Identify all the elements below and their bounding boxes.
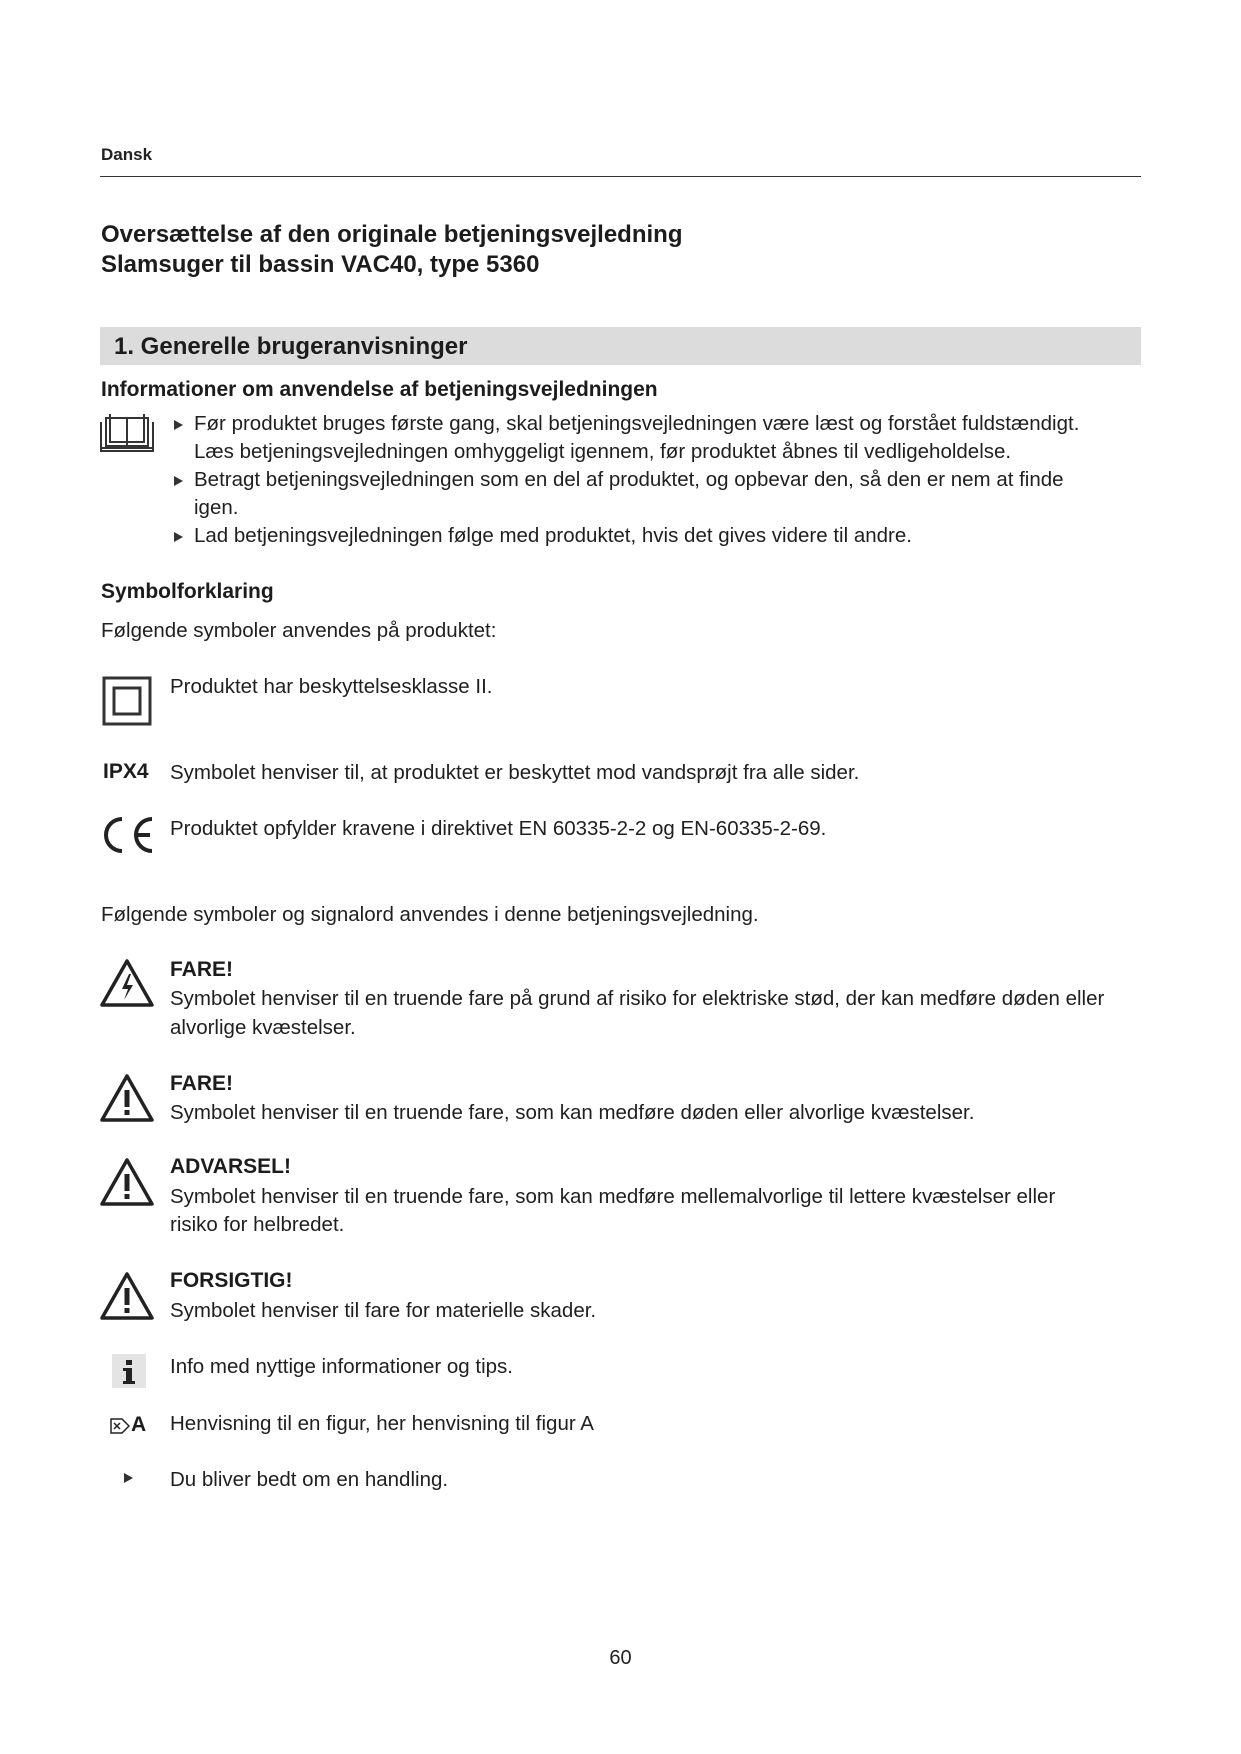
bullet-arrow-icon — [174, 532, 183, 542]
language-label: Dansk — [101, 145, 153, 164]
ipx4-label: IPX4 — [103, 760, 149, 783]
symbol-description: Produktet har beskyttelsesklasse II. — [170, 675, 493, 698]
warning-heading: ADVARSEL! — [170, 1155, 291, 1178]
section-title: 1. Generelle brugeranvisninger — [114, 333, 468, 360]
page-number: 60 — [609, 1647, 632, 1669]
warning-text: risiko for helbredet. — [170, 1213, 345, 1236]
symbol-description: Du bliver bedt om en handling. — [170, 1468, 449, 1491]
warning-heading: FARE! — [170, 1072, 233, 1095]
warning-icon — [99, 1157, 155, 1207]
document-title: Oversættelse af den originale betjeningsvejledning — [101, 221, 683, 248]
usage-heading: Informationer om anvendelse af betjeningsvejledningen — [101, 378, 658, 401]
bullet-text: igen. — [194, 496, 239, 519]
bullet-text: Lad betjeningsvejledningen følge med produktet, hvis det gives videre til andre. — [194, 524, 912, 547]
symbol-description: Henvisning til en figur, her henvisning til figur A — [170, 1412, 594, 1435]
warning-text: Symbolet henviser til en truende fare, som kan medføre døden eller alvorlige kvæstelser. — [170, 1101, 975, 1124]
symbols-heading: Symbolforklaring — [101, 580, 274, 603]
bullet-text: Læs betjeningsvejledningen omhyggeligt igennem, før produktet åbnes til vedligeholdelse. — [194, 440, 1012, 463]
warning-icon — [99, 1073, 155, 1123]
action-arrow-icon — [124, 1473, 133, 1483]
ce-mark-icon — [100, 813, 156, 857]
symbols-intro: Følgende symboler anvendes på produktet: — [101, 619, 497, 642]
figure-reference-icon — [110, 1418, 130, 1434]
header-rule — [100, 176, 1141, 177]
document-subtitle: Slamsuger til bassin VAC40, type 5360 — [101, 251, 540, 278]
figure-reference-label: A — [131, 1413, 147, 1436]
book-icon — [98, 412, 156, 454]
warning-text: Symbolet henviser til en truende fare på grund af risiko for elektriske stød, der kan medføre døden eller — [170, 987, 1105, 1010]
warning-text: Symbolet henviser til fare for materielle skader. — [170, 1299, 597, 1322]
symbol-description: Symbolet henviser til, at produktet er beskyttet mod vandsprøjt fra alle sider. — [170, 761, 860, 784]
bullet-text: Før produktet bruges første gang, skal betjeningsvejledningen være læst og forstået fuldstændigt. — [194, 412, 1080, 435]
bullet-arrow-icon — [174, 420, 183, 430]
info-icon — [112, 1354, 146, 1388]
warning-text: alvorlige kvæstelser. — [170, 1016, 356, 1039]
signal-intro: Følgende symboler og signalord anvendes i denne betjeningsvejledning. — [101, 903, 759, 926]
bullet-text: Betragt betjeningsvejledningen som en del af produktet, og opbevar den, så den er nem at finde — [194, 468, 1064, 491]
bullet-arrow-icon — [174, 476, 183, 486]
symbol-description: Produktet opfylder kravene i direktivet EN 60335-2-2 og EN-60335-2-69. — [170, 817, 827, 840]
electric-hazard-icon — [99, 958, 155, 1008]
warning-heading: FORSIGTIG! — [170, 1269, 293, 1292]
warning-icon — [99, 1271, 155, 1321]
protection-class-ii-icon — [102, 676, 152, 726]
warning-text: Symbolet henviser til en truende fare, som kan medføre mellemalvorlige til lettere kvæstelser eller — [170, 1185, 1056, 1208]
warning-heading: FARE! — [170, 958, 233, 981]
symbol-description: Info med nyttige informationer og tips. — [170, 1355, 513, 1378]
